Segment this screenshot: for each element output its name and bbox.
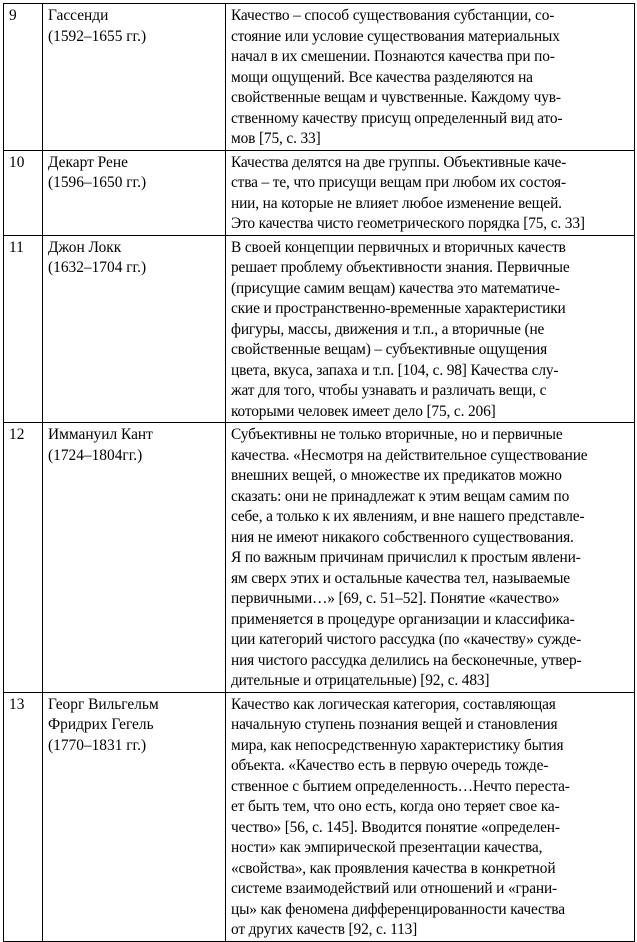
philosopher-name-line: Иммануил Кант bbox=[48, 426, 153, 443]
description-line: ет быть тем, что оно есть, когда оно теряет свое ка- bbox=[231, 798, 560, 815]
philosopher-name-line: (1770–1831 гг.) bbox=[48, 736, 147, 754]
description-line: Субъективны не только вторичные, но и первичные bbox=[231, 426, 563, 443]
philosopher-name-line: (1724–1804гг.) bbox=[48, 446, 143, 464]
description-line: цы» как феномена дифференцированности качества bbox=[231, 900, 565, 918]
philosopher-name-line: Гассенди bbox=[48, 7, 109, 24]
table-row bbox=[4, 423, 635, 693]
philosopher-name-line: Фридрих Гегель bbox=[48, 716, 154, 733]
table-body bbox=[4, 4, 635, 942]
table-row bbox=[4, 4, 635, 151]
description-line: начал в их смешении. Познаются качества при по- bbox=[231, 48, 555, 65]
description-line: которыми человек имеет дело [75, с. 206] bbox=[231, 402, 496, 420]
description-line: мира, как непосредственную характеристику бытия bbox=[231, 736, 564, 754]
description-line: ния чистого рассудка делились на бесконечные, утвер- bbox=[231, 651, 582, 669]
philosopher-name-line: Джон Локк bbox=[48, 238, 122, 256]
description-line: цвета, вкуса, запаха и т.п. [104, с. 98] Качества слу- bbox=[231, 361, 559, 379]
description-line: В своей концепции первичных и вторичных качеств bbox=[231, 238, 566, 256]
description-line: мощи ощущений. Все качества разделяются на bbox=[231, 68, 533, 86]
philosopher-name-line: Декарт Рене bbox=[48, 153, 128, 171]
description-line: применяется в процедуре организации и классифика- bbox=[231, 610, 575, 628]
description-line: себе, а только к их явлениям, и вне нашего представле- bbox=[231, 508, 585, 525]
description-line: сказать: они не принадлежат к этим вещам самим по bbox=[231, 487, 570, 505]
description-line: нии, на которые не влияет любое изменение вещей. bbox=[231, 194, 562, 212]
description-line: Я по важным причинам причислил к простым явлени- bbox=[231, 549, 581, 566]
philosopher-name-line: (1596–1650 гг.) bbox=[48, 174, 147, 191]
description-line: ности» как эмпирической презентации качества, bbox=[231, 839, 543, 856]
description-line: чество» [56, с. 145]. Вводится понятие «определен- bbox=[231, 818, 560, 836]
table-row bbox=[4, 235, 635, 423]
philosopher-name-line: Георг Вильгельм bbox=[48, 695, 159, 713]
description-line: свойственные вещам и чувственные. Каждому чув- bbox=[231, 89, 561, 106]
description-line: «свойства», как проявления качества в конкретной bbox=[231, 859, 556, 877]
description-line: начальную ступень познания вещей и становления bbox=[231, 716, 558, 733]
philosophers-quality-table bbox=[3, 3, 635, 942]
description-line: ния не имеют никакого собственного существования. bbox=[231, 528, 574, 546]
description-line: дительные и отрицательные) [92, с. 483] bbox=[231, 672, 490, 689]
description-line: объекта. «Качество есть в первую очередь тожде- bbox=[231, 757, 549, 774]
quality-description-cell bbox=[226, 692, 635, 941]
description-line: ские и пространственно-временные характеристики bbox=[231, 300, 566, 317]
row-number: 13 bbox=[4, 692, 43, 941]
description-line: Качество – способ существования субстанции, со- bbox=[231, 7, 555, 24]
description-line: от других качеств [92, с. 113] bbox=[231, 921, 418, 938]
philosopher-name-line: (1592–1655 гг.) bbox=[48, 27, 147, 45]
row-number: 11 bbox=[4, 235, 43, 423]
description-line: ственное с бытием определенность…Нечто переста- bbox=[231, 777, 570, 795]
philosopher-name-cell bbox=[43, 4, 226, 151]
description-line: Это качества чисто геометрического порядка [75, с. 33] bbox=[231, 215, 585, 232]
description-line: решает проблему объективности знания. Первичные bbox=[231, 259, 570, 276]
description-line: свойственные вещам) – субъективные ощущения bbox=[231, 341, 548, 358]
description-line: системе взаимодействий или отношений и «грани- bbox=[231, 880, 558, 897]
description-line: ции категорий чистого рассудка (по «качеству» сужде- bbox=[231, 631, 582, 648]
description-line: жат для того, чтобы узнавать и различать вещи, с bbox=[231, 382, 547, 399]
philosopher-name-cell bbox=[43, 150, 226, 235]
description-line: ям сверх этих и остальные качества тел, называемые bbox=[231, 569, 570, 587]
quality-description-cell bbox=[226, 4, 635, 151]
description-line: качества. «Несмотря на действительное существование bbox=[231, 446, 588, 464]
description-line: Качества делятся на две группы. Объективные каче- bbox=[231, 153, 567, 171]
description-line: ства – те, что присущи вещам при любом их состоя- bbox=[231, 174, 566, 191]
description-line: внешних вещей, о множестве их предикатов можно bbox=[231, 467, 562, 484]
quality-description-cell bbox=[226, 235, 635, 423]
quality-description-cell bbox=[226, 150, 635, 235]
row-number: 9 bbox=[4, 4, 43, 151]
description-line: фигуры, массы, движения и т.п., а вторичные (не bbox=[231, 320, 545, 338]
description-line: стояние или условие существования материальных bbox=[231, 27, 560, 45]
description-line: Качество как логическая категория, составляющая bbox=[231, 695, 556, 713]
description-line: (присущие самим вещам) качества это математиче- bbox=[231, 279, 560, 297]
row-number: 12 bbox=[4, 423, 43, 693]
description-line: ственному качеству присущ определенный вид ато- bbox=[231, 109, 563, 127]
philosopher-name-cell bbox=[43, 235, 226, 423]
table-row bbox=[4, 692, 635, 941]
philosopher-name-cell bbox=[43, 423, 226, 693]
description-line: мов [75, с. 33] bbox=[231, 130, 321, 147]
quality-description-cell bbox=[226, 423, 635, 693]
philosopher-name-cell bbox=[43, 692, 226, 941]
table-row bbox=[4, 150, 635, 235]
description-line: первичными…» [69, с. 51–52]. Понятие «качество» bbox=[231, 590, 560, 607]
row-number: 10 bbox=[4, 150, 43, 235]
philosopher-name-line: (1632–1704 гг.) bbox=[48, 259, 147, 276]
